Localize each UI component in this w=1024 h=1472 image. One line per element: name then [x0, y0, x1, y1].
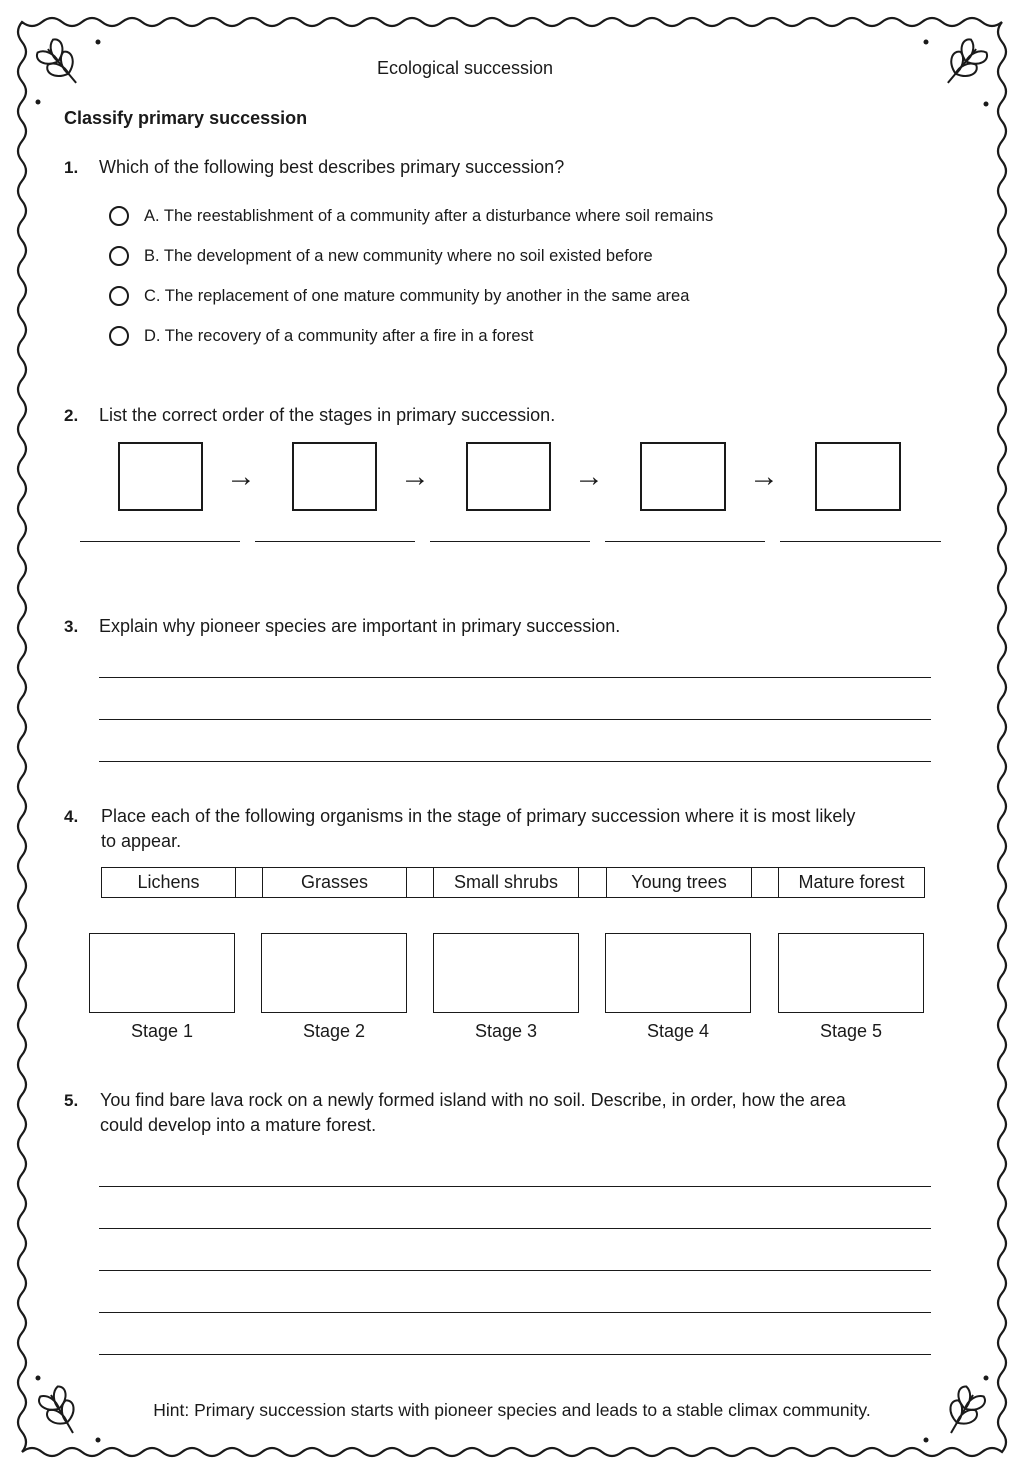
stage-order-box-2[interactable] — [292, 442, 377, 511]
option-c[interactable] — [109, 286, 689, 306]
question-number: 5. — [64, 1091, 79, 1110]
answer-line[interactable] — [99, 677, 931, 678]
question-4-text-line-2: to appear. — [101, 831, 182, 851]
section-title: Classify primary succession — [64, 108, 308, 128]
stage-drop-box-1[interactable] — [89, 933, 235, 1013]
answer-line[interactable] — [99, 719, 931, 720]
question-4-text-line-1: Place each of the following organisms in the stage of primary succession where it is most likely — [101, 806, 856, 826]
stage-drop-box-2[interactable] — [261, 933, 407, 1013]
answer-line[interactable] — [99, 1312, 931, 1313]
answer-line[interactable] — [80, 541, 240, 542]
stage-drop-box-4[interactable] — [605, 933, 751, 1013]
stage-order-box-1[interactable] — [118, 442, 203, 511]
stage-order-box-4[interactable] — [640, 442, 726, 511]
organism-card-mature-forest[interactable]: Mature forest — [778, 867, 925, 898]
arrow-right-icon: → — [749, 460, 779, 493]
stage-label: Stage 2 — [302, 1021, 366, 1041]
question-number: 2. — [64, 406, 79, 425]
radio-button[interactable] — [109, 206, 129, 226]
question-3-text: Explain why pioneer species are important in primary succession. — [99, 616, 621, 636]
stage-order-box-3[interactable] — [466, 442, 551, 511]
answer-line[interactable] — [605, 541, 765, 542]
answer-line[interactable] — [99, 761, 931, 762]
answer-line[interactable] — [99, 1270, 931, 1271]
stage-label: Stage 4 — [646, 1021, 710, 1041]
arrow-right-icon: → — [226, 460, 256, 493]
option-label: D. The recovery of a community after a fire in a forest — [144, 326, 534, 345]
option-d[interactable] — [109, 326, 533, 346]
option-b[interactable] — [109, 246, 653, 266]
stage-drop-box-5[interactable] — [778, 933, 924, 1013]
organism-card-grasses[interactable]: Grasses — [262, 867, 407, 898]
answer-line[interactable] — [255, 541, 415, 542]
organism-card-lichens[interactable]: Lichens — [101, 867, 236, 898]
answer-line[interactable] — [99, 1186, 931, 1187]
question-5-text-line-2: could develop into a mature forest. — [100, 1115, 377, 1135]
stage-drop-box-3[interactable] — [433, 933, 579, 1013]
option-label: C. The replacement of one mature community by another in the same area — [144, 286, 690, 305]
wavy-border-path — [18, 18, 1006, 1456]
option-label: A. The reestablishment of a community after a disturbance where soil remains — [144, 206, 714, 225]
radio-button[interactable] — [109, 246, 129, 266]
arrow-right-icon: → — [400, 460, 430, 493]
arrow-right-icon: → — [574, 460, 604, 493]
answer-line[interactable] — [780, 541, 941, 542]
option-label: B. The development of a new community where no soil existed before — [144, 246, 653, 265]
organism-card-young-trees[interactable]: Young trees — [606, 867, 752, 898]
answer-line[interactable] — [430, 541, 590, 542]
radio-button[interactable] — [109, 326, 129, 346]
question-number: 4. — [64, 807, 79, 826]
hint-text: Hint: Primary succession starts with pioneer species and leads to a stable climax community. — [153, 1400, 871, 1420]
stage-label: Stage 5 — [819, 1021, 883, 1041]
question-number: 3. — [64, 617, 79, 636]
stage-order-box-5[interactable] — [815, 442, 901, 511]
answer-line[interactable] — [99, 1354, 931, 1355]
organism-card-small-shrubs[interactable]: Small shrubs — [433, 867, 579, 898]
stage-label: Stage 3 — [474, 1021, 538, 1041]
question-number: 1. — [64, 158, 79, 177]
question-2-text: List the correct order of the stages in primary succession. — [99, 405, 556, 425]
question-1-text: Which of the following best describes primary succession? — [99, 157, 565, 177]
leaf-icon — [937, 37, 989, 92]
stage-label: Stage 1 — [130, 1021, 194, 1041]
worksheet-title: Ecological succession — [376, 58, 554, 78]
answer-line[interactable] — [99, 1228, 931, 1229]
question-5-text-line-1: You find bare lava rock on a newly formed island with no soil. Describe, in order, how the area — [100, 1090, 846, 1110]
option-a[interactable] — [109, 206, 713, 226]
radio-button[interactable] — [109, 286, 129, 306]
